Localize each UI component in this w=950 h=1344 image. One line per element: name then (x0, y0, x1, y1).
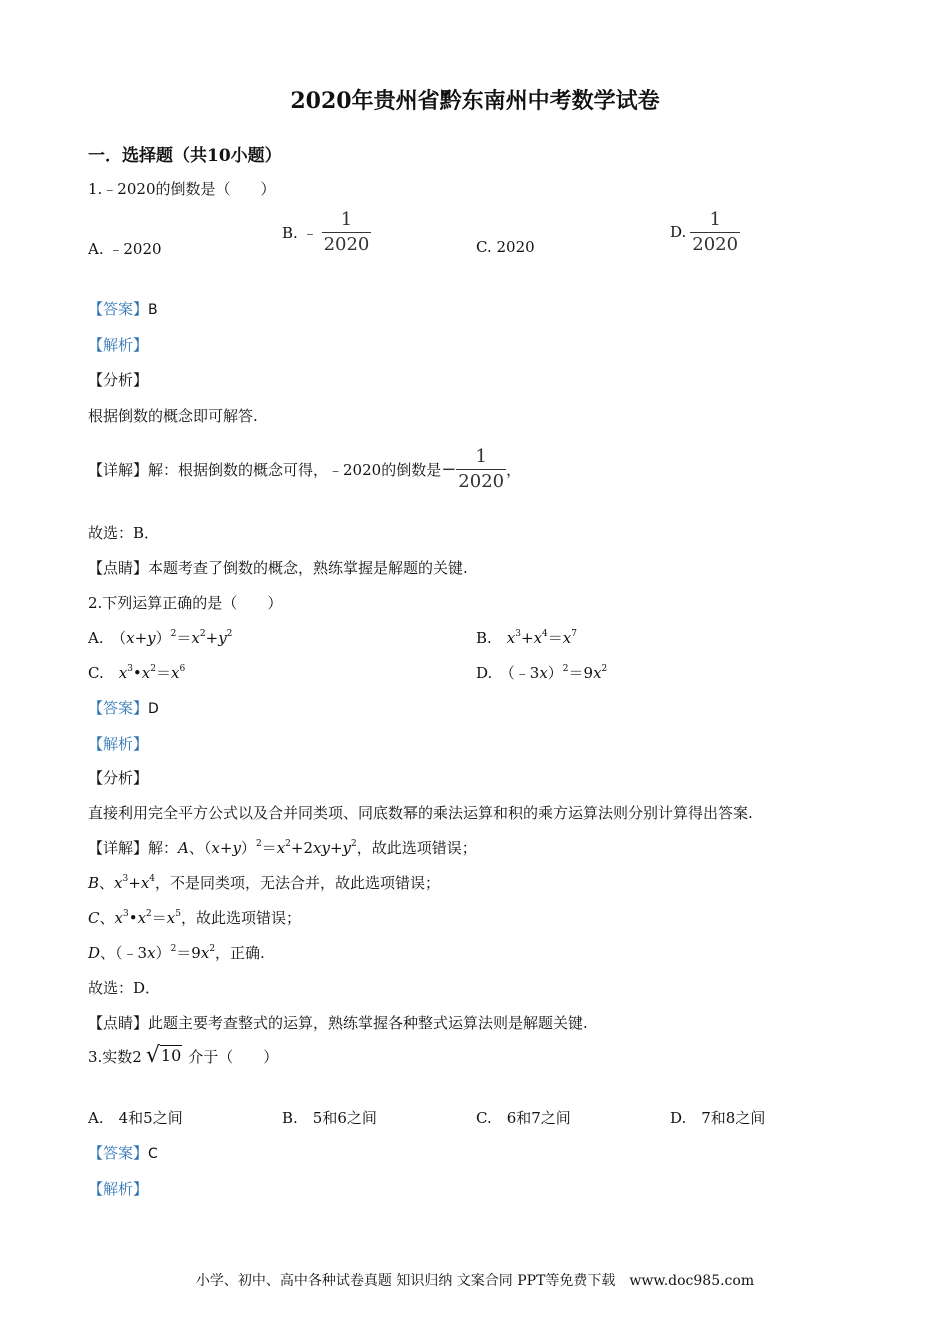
comment-text: 此题主要考查整式的运算，熟练掌握各种整式运算法则是解题关键. (148, 1014, 588, 1032)
fraction-denominator: 2020 (323, 233, 370, 255)
q3-analysis-tag: 【解析】 (88, 1180, 149, 1198)
q1-option-b-fraction (322, 210, 372, 255)
detail-b-tail: ，不是同类项，无法合并，故此选项错误； (155, 874, 441, 892)
q3-option-d: D. 7和8之间 (670, 1109, 766, 1127)
q1-detail (88, 447, 521, 492)
q1-option-b-prefix: B. ﹣ (282, 223, 318, 242)
detail-head: 解： (148, 839, 179, 857)
answer-tag: 【答案】 (88, 300, 149, 318)
q3-option-a: A. 4和5之间 (88, 1109, 183, 1127)
detail-tail: ， (506, 460, 522, 479)
q2-option-b: B. $x^3+x^4=x^7$ (476, 629, 577, 647)
q1-comment (88, 557, 468, 578)
q1-option-a: A. ﹣2020 (88, 240, 162, 258)
fraction-denominator: 2020 (692, 233, 739, 255)
answer-value: D (148, 701, 159, 717)
detail-a-tail: ，故此选项错误； (356, 839, 477, 857)
q2-analysis-tag: 【解析】 (88, 735, 149, 753)
q3-option-b: B. 5和6之间 (282, 1109, 377, 1127)
answer-value: C (148, 1146, 158, 1162)
radicand: 10 (160, 1046, 182, 1065)
q1-option-b (282, 210, 371, 255)
footer-text: 小学、初中、高中各种试卷真题 知识归纳 文案合同 PPT等免费下载 www.doc985.com (195, 1273, 755, 1289)
fraction-denominator: 2020 (458, 470, 505, 492)
minus-sign: − (441, 458, 457, 480)
q2-option-c: C. $x^3•x^2=x^6$ (88, 664, 186, 682)
q2-answer (88, 697, 159, 718)
comment-tag: 【点睛】 (88, 1014, 149, 1032)
sqrt-expression (146, 1045, 182, 1067)
q1-option-d (670, 210, 740, 255)
detail-tag: 【详解】 (88, 839, 149, 857)
q1-analysis-tag: 【解析】 (88, 336, 149, 354)
answer-value: B (148, 302, 158, 318)
q1-option-d-fraction (690, 210, 740, 255)
detail-text: 解：根据倒数的概念可得，﹣2020的倒数是 (148, 460, 442, 479)
q3-stem-suffix: 介于（ ） (188, 1048, 279, 1066)
q1-option-d-prefix: D. (670, 223, 687, 242)
q1-option-c: C. 2020 (476, 238, 535, 256)
comment-text: 本题考查了倒数的概念，熟练掌握是解题的关键. (148, 559, 468, 577)
radical-sign: √ (145, 1043, 160, 1068)
q2-choose: 故选：D． (88, 979, 161, 997)
q1-fenxi-tag: 【分析】 (88, 371, 149, 389)
page-title: 2020年贵州省黔东南州中考数学试卷 (290, 88, 660, 114)
q2-option-d: D. $(﹣3x)^2=9x^2$ (476, 664, 608, 682)
fraction-numerator: 1 (709, 209, 721, 230)
q2-stem: 2.下列运算正确的是（ ） (88, 594, 283, 612)
q1-choose: 故选：B． (88, 524, 160, 542)
answer-tag: 【答案】 (88, 1144, 149, 1162)
q3-option-c: C. 6和7之间 (476, 1109, 571, 1127)
q1-stem: 1.﹣2020的倒数是（ ） (88, 180, 276, 198)
q2-detail-d: D、$(﹣3x)^2=9x^2$，正确. (88, 944, 265, 962)
section-heading: 一．选择题（共10小题） (88, 146, 282, 166)
fraction-numerator: 1 (340, 209, 353, 230)
q2-detail-a: 【详解】解：A、$(x+y)^2=x^2+2xy+y^2$，故此选项错误； (88, 839, 477, 857)
q1-answer (88, 298, 158, 319)
q2-detail-c: C、$x^3•x^2=x^5$，故此选项错误； (88, 909, 301, 927)
q2-fenxi-tag: 【分析】 (88, 769, 149, 787)
q2-comment (88, 1012, 588, 1033)
fraction-numerator: 1 (475, 446, 487, 467)
q3-stem-prefix: 3.实数2 (88, 1048, 142, 1066)
q2-option-a: A. $(x+y)^2=x^2+y^2$ (88, 629, 233, 647)
detail-c-tail: ，故此选项错误； (180, 909, 301, 927)
q3-answer (88, 1142, 158, 1163)
q2-fenxi-text: 直接利用完全平方公式以及合并同类项、同底数幂的乘法运算和积的乘方运算法则分别计算得出答案. (88, 804, 753, 822)
detail-fraction (456, 447, 506, 492)
q2-detail-b: B、$x^3+x^4$，不是同类项，无法合并，故此选项错误； (88, 874, 441, 892)
detail-tag: 【详解】 (88, 460, 149, 479)
comment-tag: 【点睛】 (88, 559, 149, 577)
answer-tag: 【答案】 (88, 699, 149, 717)
detail-d-tail: ，正确. (215, 944, 265, 962)
q1-fenxi-text: 根据倒数的概念即可解答. (88, 407, 258, 425)
q3-stem (88, 1045, 278, 1067)
